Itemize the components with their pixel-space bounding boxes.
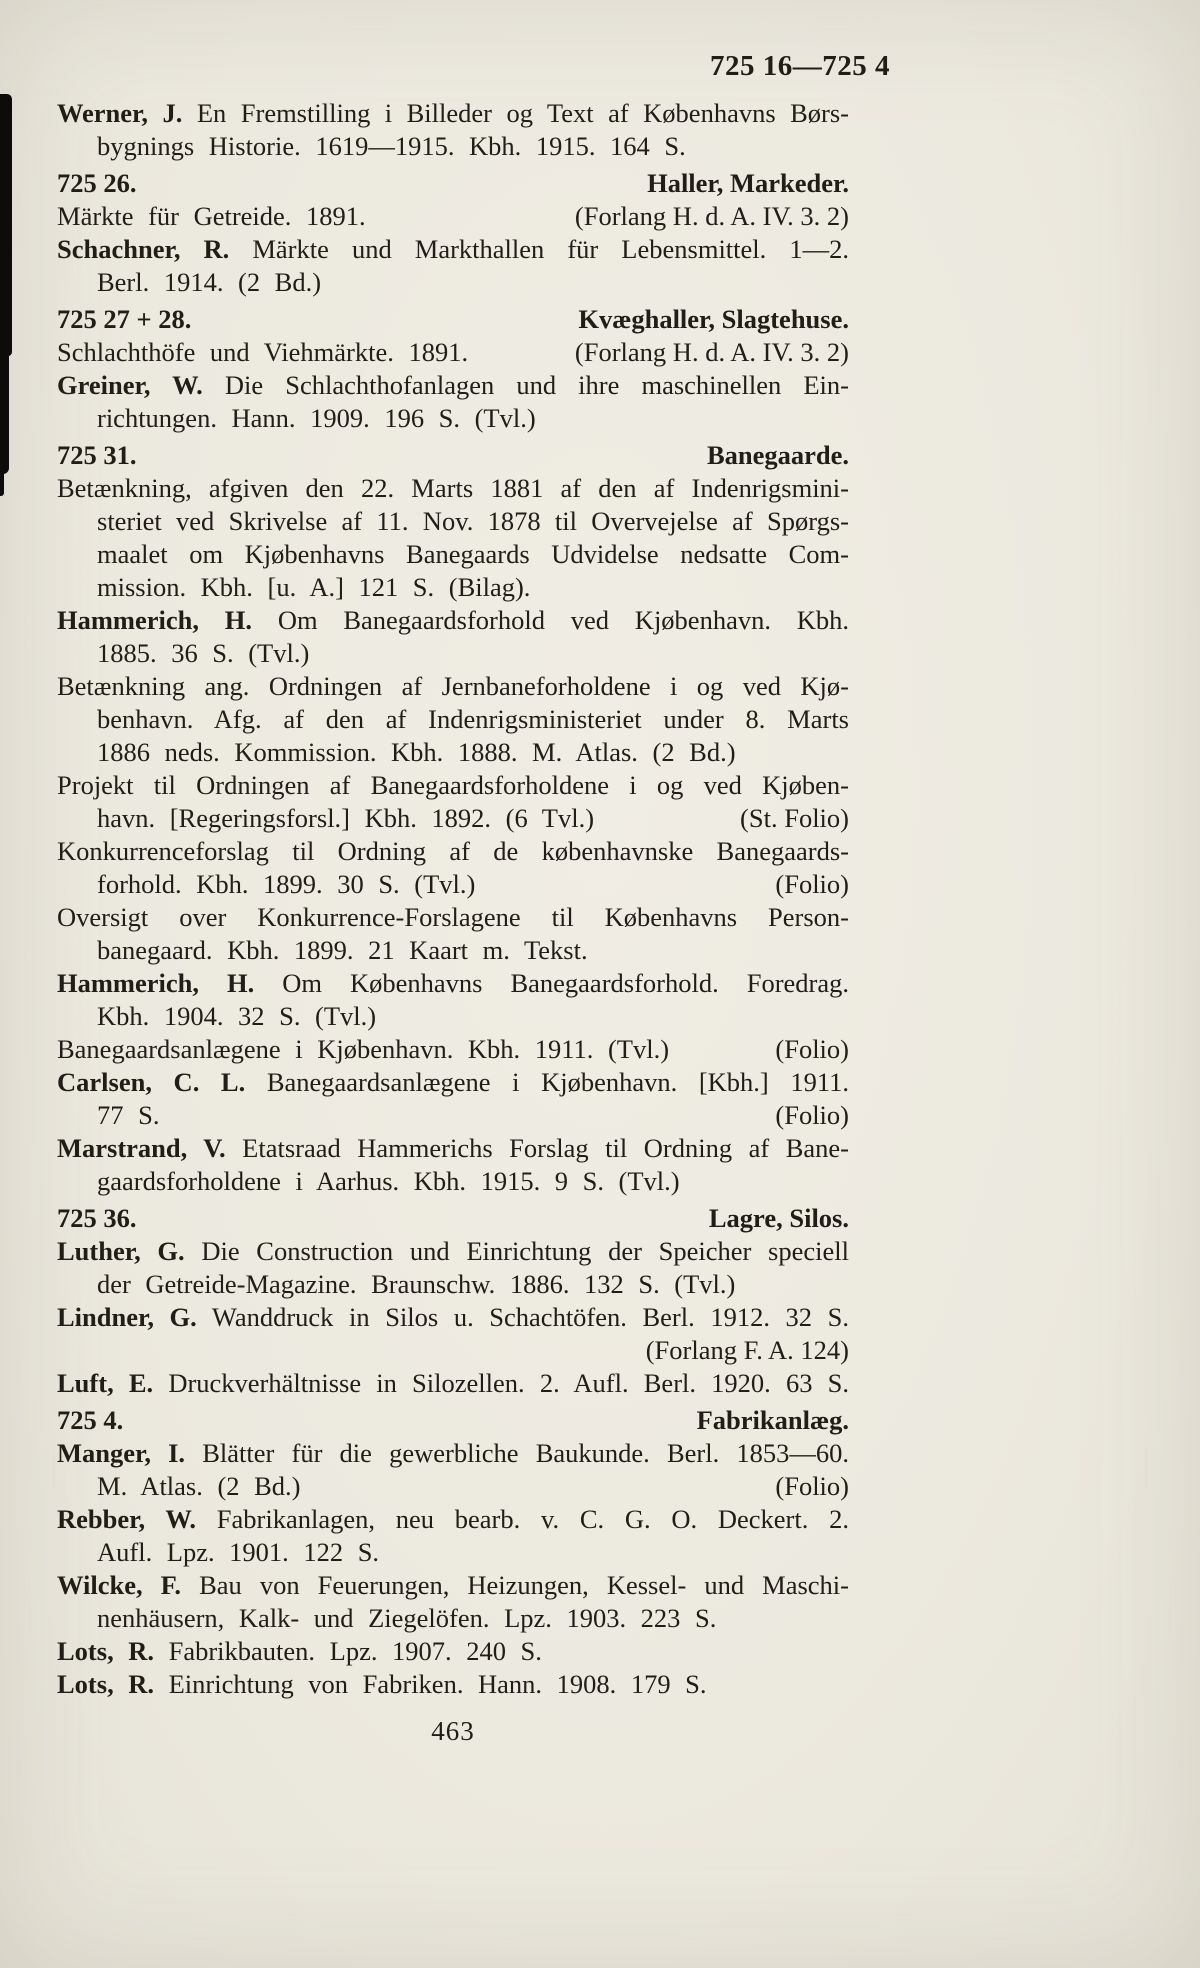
entry-text: banegaard. Kbh. 1899. 21 Kaart m. Tekst. [97, 935, 588, 965]
author-name: Manger, I. [57, 1438, 186, 1468]
entry-text [97, 802, 594, 835]
catalog-line [57, 868, 849, 901]
entry-text: Etatsraad Hammerichs Forslag til Ordning af Bane- [225, 1133, 849, 1163]
catalog-line [57, 1470, 849, 1503]
entry-text: Fabrikanlagen, neu bearb. v. C. G. O. Deckert. 2. [196, 1504, 849, 1534]
catalog-line [57, 1066, 849, 1099]
catalog-line [57, 802, 849, 835]
entry-text: Märkte für Getreide. 1891. [57, 201, 366, 231]
catalog-line [57, 472, 849, 505]
catalog-line [57, 1301, 849, 1334]
entry-text: Berl. 1914. (2 Bd.) [97, 267, 322, 297]
entry-text: Banegaardsanlægene i Kjøbenhavn. Kbh. 1911. (Tvl.) [57, 1034, 670, 1064]
catalog-line [57, 200, 849, 233]
author-name: Luft, E. [57, 1368, 154, 1398]
catalog-line [57, 233, 849, 266]
section-title: Fabrikanlæg. [696, 1405, 849, 1435]
catalog-line [57, 604, 849, 637]
entry-text: havn. [Regeringsforsl.] Kbh. 1892. (6 Tvl.) [97, 803, 595, 833]
catalog-line [57, 130, 849, 163]
section-heading [57, 435, 849, 472]
entry-ref: (Forlang F. A. 124) [645, 1335, 849, 1365]
author-name: Lots, R. [57, 1636, 155, 1666]
entry-text: Märkte und Markthallen für Lebensmittel. 1—2. [229, 234, 849, 264]
catalog-line [57, 901, 849, 934]
entry-ref: (Forlang H. d. A. IV. 3. 2) [574, 337, 849, 367]
entry-text: 77 S. [97, 1100, 160, 1130]
entry-text: Kbh. 1904. 32 S. (Tvl.) [97, 1001, 377, 1031]
catalog-line [57, 703, 849, 736]
entry-text [57, 1033, 669, 1066]
catalog-line [57, 369, 849, 402]
entry-ref: (Folio) [775, 1471, 849, 1501]
catalog-line [57, 1536, 849, 1569]
entry-text: Wanddruck in Silos u. Schachtöfen. Berl. 1912. 32 S. [196, 1302, 849, 1332]
text-block [57, 97, 849, 1701]
entry-text: maalet om Kjøbenhavns Banegaards Udvidelse nedsatte Com- [97, 539, 849, 569]
entry-text: Einrichtung von Fabriken. Hann. 1908. 179 S. [154, 1669, 707, 1699]
entry-text: Schlachthöfe und Viehmärkte. 1891. [57, 337, 469, 367]
author-name: Marstrand, V. [57, 1133, 226, 1163]
catalog-line [57, 1099, 849, 1132]
entry-text: Oversigt over Konkurrence-Forslagene til Københavns Person- [57, 902, 849, 932]
entry-text: forhold. Kbh. 1899. 30 S. (Tvl.) [97, 869, 476, 899]
entry-text: 1886 neds. Kommission. Kbh. 1888. M. Atlas. (2 Bd.) [97, 737, 736, 767]
entry-text [97, 1099, 159, 1132]
entry-text: En Fremstilling i Billeder og Text af Københavns Børs- [182, 98, 849, 128]
entry-text: Betænkning, afgiven den 22. Marts 1881 af den af Indenrigsmini- [57, 473, 849, 503]
catalog-line [57, 1000, 849, 1033]
section-code: 725 31. [57, 440, 137, 470]
catalog-line [57, 1635, 849, 1668]
catalog-line [57, 934, 849, 967]
section-title: Haller, Markeder. [647, 168, 849, 198]
entry-text: Om Københavns Banegaardsforhold. Foredrag. [254, 968, 849, 998]
entry-ref: (Folio) [775, 869, 849, 899]
section-code: 725 26. [57, 168, 137, 198]
catalog-line [57, 1235, 849, 1268]
section-heading [57, 163, 849, 200]
catalog-line [57, 1602, 849, 1635]
entry-text: der Getreide-Magazine. Braunschw. 1886. 132 S. (Tvl.) [97, 1269, 736, 1299]
catalog-line [57, 1033, 849, 1066]
catalog-line [57, 1165, 849, 1198]
catalog-line [57, 1334, 849, 1367]
author-name: Rebber, W. [57, 1504, 197, 1534]
entry-text: Druckverhältnisse in Silozellen. 2. Aufl. Berl. 1920. 63 S. [153, 1368, 849, 1398]
catalog-line [57, 97, 849, 130]
catalog-line [57, 736, 849, 769]
section-code: 725 27 + 28. [57, 304, 192, 334]
catalog-line [57, 670, 849, 703]
catalog-line [57, 967, 849, 1000]
catalog-line [57, 1503, 849, 1536]
catalog-line [57, 402, 849, 435]
author-name: Schachner, R. [57, 234, 230, 264]
author-name: Hammerich, H. [57, 605, 253, 635]
author-name: Lots, R. [57, 1669, 155, 1699]
entry-text [97, 868, 475, 901]
entry-text: Die Schlachthofanlagen und ihre maschinellen Ein- [202, 370, 849, 400]
catalog-line [57, 637, 849, 670]
entry-ref: (St. Folio) [740, 803, 849, 833]
catalog-line [57, 1569, 849, 1602]
entry-text: Betænkning ang. Ordningen af Jernbaneforholdene i og ved Kjø- [57, 671, 849, 701]
entry-text [57, 336, 468, 369]
author-name: Greiner, W. [57, 370, 203, 400]
author-name: Wilcke, F. [57, 1570, 182, 1600]
entry-text: Projekt til Ordningen af Banegaardsforholdene i og ved Kjøben- [57, 770, 849, 800]
catalog-line [57, 336, 849, 369]
entry-text: 1885. 36 S. (Tvl.) [97, 638, 310, 668]
binding-ink-mark [0, 470, 4, 496]
entry-ref: (Folio) [775, 1034, 849, 1064]
catalog-line [57, 1268, 849, 1301]
section-title: Banegaarde. [706, 440, 849, 470]
catalog-line [57, 538, 849, 571]
entry-text: Om Banegaardsforhold ved Kjøbenhavn. Kbh. [252, 605, 849, 635]
entry-text: Bau von Feuerungen, Heizungen, Kessel- und Maschi- [181, 1570, 849, 1600]
entry-ref: (Forlang H. d. A. IV. 3. 2) [574, 201, 849, 231]
section-title: Kvæghaller, Slagtehuse. [578, 304, 849, 334]
catalog-line [57, 571, 849, 604]
author-name: Carlsen, C. L. [57, 1067, 246, 1097]
author-name: Lindner, G. [57, 1302, 197, 1332]
entry-ref: (Folio) [775, 1100, 849, 1130]
page-number: 463 [431, 1716, 475, 1746]
entry-text: Konkurrenceforslag til Ordning af de københavnske Banegaards- [57, 836, 849, 866]
entry-text: bygnings Historie. 1619—1915. Kbh. 1915. 164 S. [97, 131, 686, 161]
catalog-line [57, 1668, 849, 1701]
binding-ink-mark [0, 352, 9, 474]
entry-text: mission. Kbh. [u. A.] 121 S. (Bilag). [97, 572, 531, 602]
section-code: 725 4. [57, 1405, 124, 1435]
author-name: Werner, J. [57, 98, 183, 128]
section-heading [57, 1400, 849, 1437]
catalog-line [57, 1437, 849, 1470]
section-heading [57, 299, 849, 336]
entry-text: nenhäusern, Kalk- und Ziegelöfen. Lpz. 1903. 223 S. [97, 1603, 717, 1633]
entry-text: Banegaardsanlægene i Kjøbenhavn. [Kbh.] 1911. [245, 1067, 849, 1097]
entry-text: Die Construction und Einrichtung der Speicher speciell [184, 1236, 849, 1266]
catalog-line [57, 835, 849, 868]
entry-text: steriet ved Skrivelse af 11. Nov. 1878 til Overvejelse af Spørgs- [97, 506, 849, 536]
binding-ink-mark [0, 94, 12, 356]
catalog-line [57, 505, 849, 538]
entry-text: Blätter für die gewerbliche Baukunde. Berl. 1853—60. [185, 1438, 849, 1468]
section-title: Lagre, Silos. [708, 1203, 849, 1233]
entry-text: gaardsforholdene i Aarhus. Kbh. 1915. 9 S. (Tvl.) [97, 1166, 680, 1196]
section-code: 725 36. [57, 1203, 137, 1233]
entry-text: Fabrikbauten. Lpz. 1907. 240 S. [154, 1636, 542, 1666]
catalog-line [57, 266, 849, 299]
entry-text: M. Atlas. (2 Bd.) [97, 1471, 301, 1501]
entry-text: benhavn. Afg. af den af Indenrigsministeriet under 8. Marts [97, 704, 849, 734]
catalog-line [57, 1132, 849, 1165]
page-header-range: 725 16—725 4 [710, 50, 890, 82]
author-name: Hammerich, H. [57, 968, 255, 998]
entry-text [57, 200, 366, 233]
catalog-line [57, 1367, 849, 1400]
entry-text: Aufl. Lpz. 1901. 122 S. [97, 1537, 380, 1567]
author-name: Luther, G. [57, 1236, 185, 1266]
entry-text [97, 1470, 300, 1503]
entry-text: richtungen. Hann. 1909. 196 S. (Tvl.) [97, 403, 536, 433]
section-heading [57, 1198, 849, 1235]
catalog-line [57, 769, 849, 802]
